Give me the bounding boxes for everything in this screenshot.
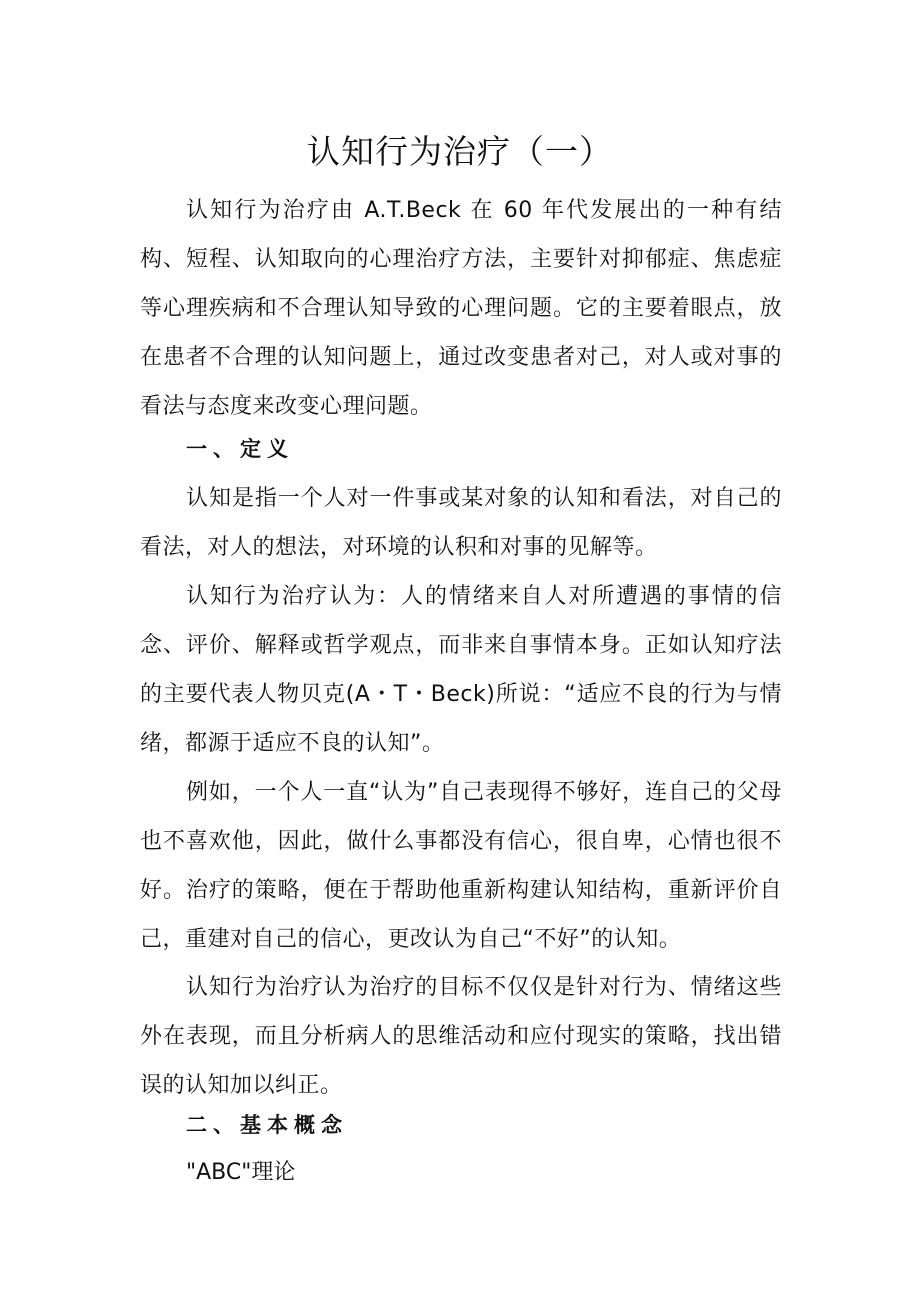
definition-paragraph: 认知是指一个人对一件事或某对象的认知和看法，对自己的看法，对人的想法，对环境的认积和对事的见解等。 bbox=[140, 486, 782, 560]
section-heading-basic-concepts: 二、基本概念 bbox=[186, 1112, 348, 1137]
theory-paragraph: 认知行为治疗认为：人的情绪来自人对所遭遇的事情的信念、评价、解释或哲学观点，而非来自事情本身。正如认知疗法的主要代表人物贝克(A・T・Beck)所说：“适应不良的行为与情绪，都源于适应不良的认知”。 bbox=[140, 584, 782, 756]
intro-paragraph: 认知行为治疗由 A.T.Beck 在 60 年代发展出的一种有结构、短程、认知取向的心理治疗方法，主要针对抑郁症、焦虑症等心理疾病和不合理认知导致的心理问题。它的主要着眼点，放在患者不合理的认知问题上，通过改变患者对己，对人或对事的看法与态度来改变心理问题。 bbox=[140, 198, 782, 419]
section-heading-definition: 一、定义 bbox=[186, 436, 294, 461]
document-title: 认知行为治疗（一） bbox=[307, 132, 613, 171]
example-paragraph: 例如，一个人一直“认为”自己表现得不够好，连自己的父母也不喜欢他，因此，做什么事都没有信心，很自卑，心情也很不好。治疗的策略，便在于帮助他重新构建认知结构，重新评价自己，重建对自己的信心，更改认为自己“不好”的认知。 bbox=[140, 780, 782, 952]
goal-paragraph: 认知行为治疗认为治疗的目标不仅仅是针对行为、情绪这些外在表现，而且分析病人的思维活动和应付现实的策略，找出错误的认知加以纠正。 bbox=[140, 975, 782, 1098]
abc-theory-line: "ABC"理论 bbox=[186, 1160, 296, 1185]
